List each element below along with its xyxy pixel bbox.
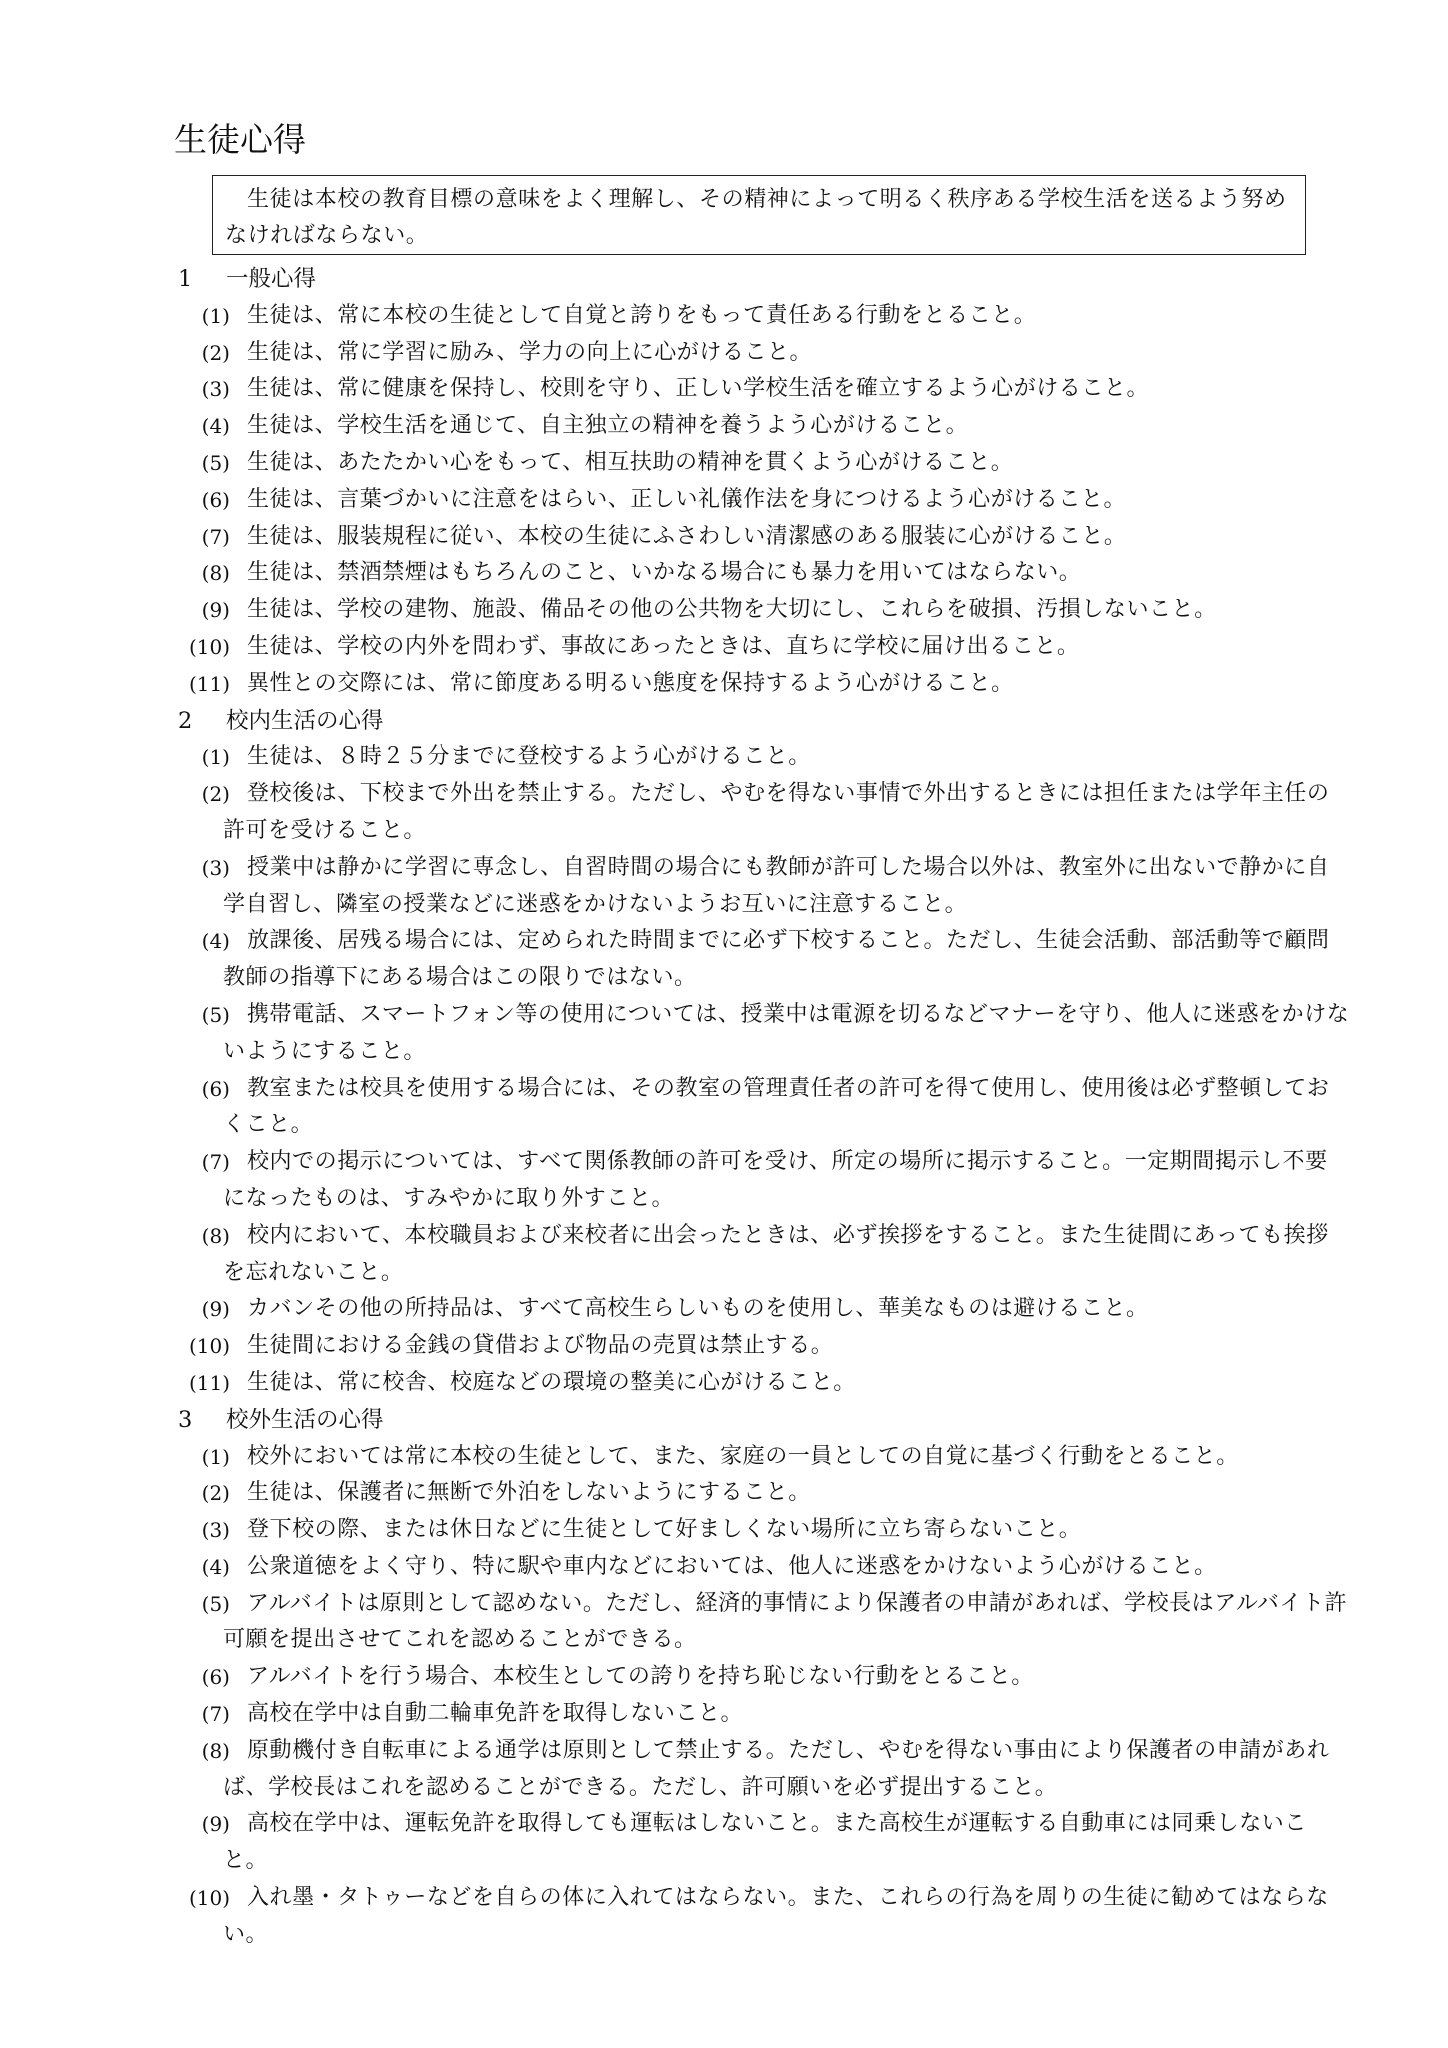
item-number: (4) [201,414,230,439]
item-text: 校内での掲示については、すべて関係教師の許可を受け、所定の場所に掲示すること。一定期間掲示し不要になったものは、すみやかに取り外すこと。 [223,1149,1328,1211]
list-item [174,1071,1350,1145]
item-text: 生徒は、常に健康を保持し、校則を守り、正しい学校生活を確立するよう心がけること。 [247,376,1150,402]
item-number: (9) [201,598,230,623]
list-item [174,629,1350,666]
item-number: (7) [201,1150,230,1175]
list-item [174,1733,1350,1807]
item-number: (10) [188,1334,230,1359]
item-text: 生徒は、禁酒禁煙はもちろんのこと、いかなる場合にも暴力を用いてはならない。 [247,560,1082,586]
item-text: アルバイトは原則として認めない。ただし、経済的事情により保護者の申請があれば、学校長はアルバイト許可願を提出させてこれを認めることができる。 [223,1590,1348,1653]
list-item [174,298,1350,335]
item-text: 登下校の際、または休日などに生徒として好ましくない場所に立ち寄らないこと。 [247,1517,1082,1543]
item-text: 校外においては常に本校の生徒として、また、家庭の一員としての自覚に基づく行動をとること。 [247,1443,1239,1469]
item-text: 生徒は、学校生活を通じて、自主独立の精神を養うよう心がけること。 [247,413,969,439]
item-text: 入れ墨・タトゥーなどを自らの体に入れてはならない。また、これらの行為を周りの生徒に勧めてはならない。 [223,1885,1329,1947]
item-number: (7) [201,1702,230,1727]
item-text: 生徒は、常に学習に励み、学力の向上に心がけること。 [247,339,813,365]
item-text: 生徒は、学校の建物、施設、備品その他の公共物を大切にし、これらを破損、汚損しないこと。 [247,597,1217,623]
section-heading [174,261,1350,298]
list-item [174,1291,1350,1328]
section-title: 校内生活の心得 [226,707,384,734]
list-item [174,555,1350,592]
item-text: 校内において、本校職員および来校者に出会ったときは、必ず挨拶をすること。また生徒間にあっても挨拶を忘れないこと。 [223,1222,1329,1285]
item-number: (5) [201,1591,230,1616]
item-number: (8) [201,1223,230,1248]
list-item [174,1880,1350,1954]
list-item [174,335,1350,372]
item-number: (2) [201,1481,230,1506]
item-text: 授業中は静かに学習に専念し、自習時間の場合にも教師が許可した場合以外は、教室外に出ないで静かに自学自習し、隣室の授業などに迷惑をかけないようお互いに注意すること。 [223,854,1330,917]
list-item [174,739,1350,776]
rules-content [174,261,1350,1954]
item-text: 高校在学中は、運転免許を取得しても運転はしないこと。また高校生が運転する自動車には同乗しないこと。 [223,1811,1307,1874]
section-title: 校外生活の心得 [226,1406,384,1433]
item-number: (3) [201,855,230,880]
item-number: (4) [201,1554,230,1579]
list-item [174,850,1350,924]
item-number: (9) [201,1297,230,1322]
item-text: アルバイトを行う場合、本校生としての誇りを持ち恥じない行動をとること。 [247,1664,1034,1690]
item-text: 登校後は、下校まで外出を禁止する。ただし、やむを得ない事情で外出するときには担任または学年主任の許可を受けること。 [223,781,1330,843]
item-text: 公衆道徳をよく守り、特に駅や車内などにおいては、他人に迷惑をかけないよう心がけること。 [247,1553,1217,1579]
item-number: (5) [201,450,230,475]
list-item [174,1365,1350,1402]
list-item [174,1218,1350,1292]
intro-box: 生徒は本校の教育目標の意味をよく理解し、その精神によって明るく秩序ある学校生活を送るよう努めなければならない。 [212,175,1306,255]
list-item [174,666,1350,703]
item-number: (5) [201,1002,230,1027]
item-text: カバンその他の所持品は、すべて高校生らしいものを使用し、華美なものは避けること。 [247,1296,1149,1322]
list-item [174,1549,1350,1586]
list-item [174,923,1350,997]
item-text: 生徒は、常に校舎、校庭などの環境の整美に心がけること。 [247,1369,856,1395]
item-text: 生徒間における金銭の貸借および物品の売買は禁止する。 [247,1333,834,1359]
item-number: (2) [201,782,230,807]
list-item [174,445,1350,482]
list-item [174,371,1350,408]
item-number: (10) [188,634,230,659]
item-number: (7) [201,524,230,549]
item-number: (10) [188,1886,230,1911]
item-number: (11) [188,671,230,696]
item-text: 原動機付き自転車による通学は原則として禁止する。ただし、やむを得ない事由により保護者の申請があれば、学校長はこれを認めることができる。ただし、許可願いを必ず提出すること。 [223,1737,1330,1800]
item-number: (1) [201,303,230,328]
list-item [174,1806,1350,1880]
item-number: (11) [188,1370,230,1395]
list-item [174,1586,1350,1660]
list-item [174,1659,1350,1696]
item-text: 教室または校具を使用する場合には、その教室の管理責任者の許可を得て使用し、使用後は必ず整頓しておくこと。 [223,1075,1330,1138]
section-heading [174,703,1350,740]
item-number: (6) [201,1076,230,1101]
item-number: (9) [201,1812,230,1837]
section-title: 一般心得 [226,266,317,292]
item-text: 異性との交際には、常に節度ある明るい態度を保持するよう心がけること。 [247,670,1014,696]
list-item [174,408,1350,445]
list-item [174,592,1350,629]
list-item [174,1475,1350,1512]
item-text: 生徒は、服装規程に従い、本校の生徒にふさわしい清潔感のある服装に心がけること。 [247,523,1127,549]
item-number: (3) [201,377,230,402]
item-text: 高校在学中は自動二輪車免許を取得しないこと。 [247,1701,744,1727]
item-text: 生徒は、言葉づかいに注意をはらい、正しい礼儀作法を身につけるよう心がけること。 [247,486,1127,512]
item-number: (1) [201,1444,230,1469]
list-item [174,1439,1350,1476]
item-number: (4) [201,929,230,954]
item-number: (1) [201,745,230,770]
list-item [174,1512,1350,1549]
list-item [174,776,1350,850]
document-title: 生徒心得 [174,120,306,159]
section-number: 2 [178,707,193,734]
section-heading [174,1402,1350,1439]
item-number: (8) [201,1738,230,1763]
list-item [174,519,1350,556]
list-item [174,482,1350,519]
list-item [174,1328,1350,1365]
item-text: 生徒は、学校の内外を問わず、事故にあったときは、直ちに学校に届け出ること。 [247,633,1080,659]
item-text: 生徒は、８時２５分までに登校するよう心がけること。 [247,744,811,770]
item-text: 放課後、居残る場合には、定められた時間までに必ず下校すること。ただし、生徒会活動、部活動等で顧問教師の指導下にある場合はこの限りではない。 [223,928,1330,991]
item-number: (2) [201,340,230,365]
item-number: (3) [201,1518,230,1543]
item-number: (6) [201,1665,230,1690]
section-number: 3 [178,1406,193,1433]
list-item [174,997,1350,1071]
item-number: (6) [201,487,230,512]
item-number: (8) [201,561,230,586]
item-text: 携帯電話、スマートフォン等の使用については、授業中は電源を切るなどマナーを守り、他人に迷惑をかけないようにすること。 [223,1001,1350,1064]
item-text: 生徒は、保護者に無断で外泊をしないようにすること。 [247,1480,811,1506]
item-text: 生徒は、あたたかい心をもって、相互扶助の精神を貫くよう心がけること。 [247,449,1014,475]
item-text: 生徒は、常に本校の生徒として自覚と誇りをもって責任ある行動をとること。 [247,302,1037,328]
list-item [174,1696,1350,1733]
section-number: 1 [178,266,193,292]
list-item [174,1144,1350,1218]
